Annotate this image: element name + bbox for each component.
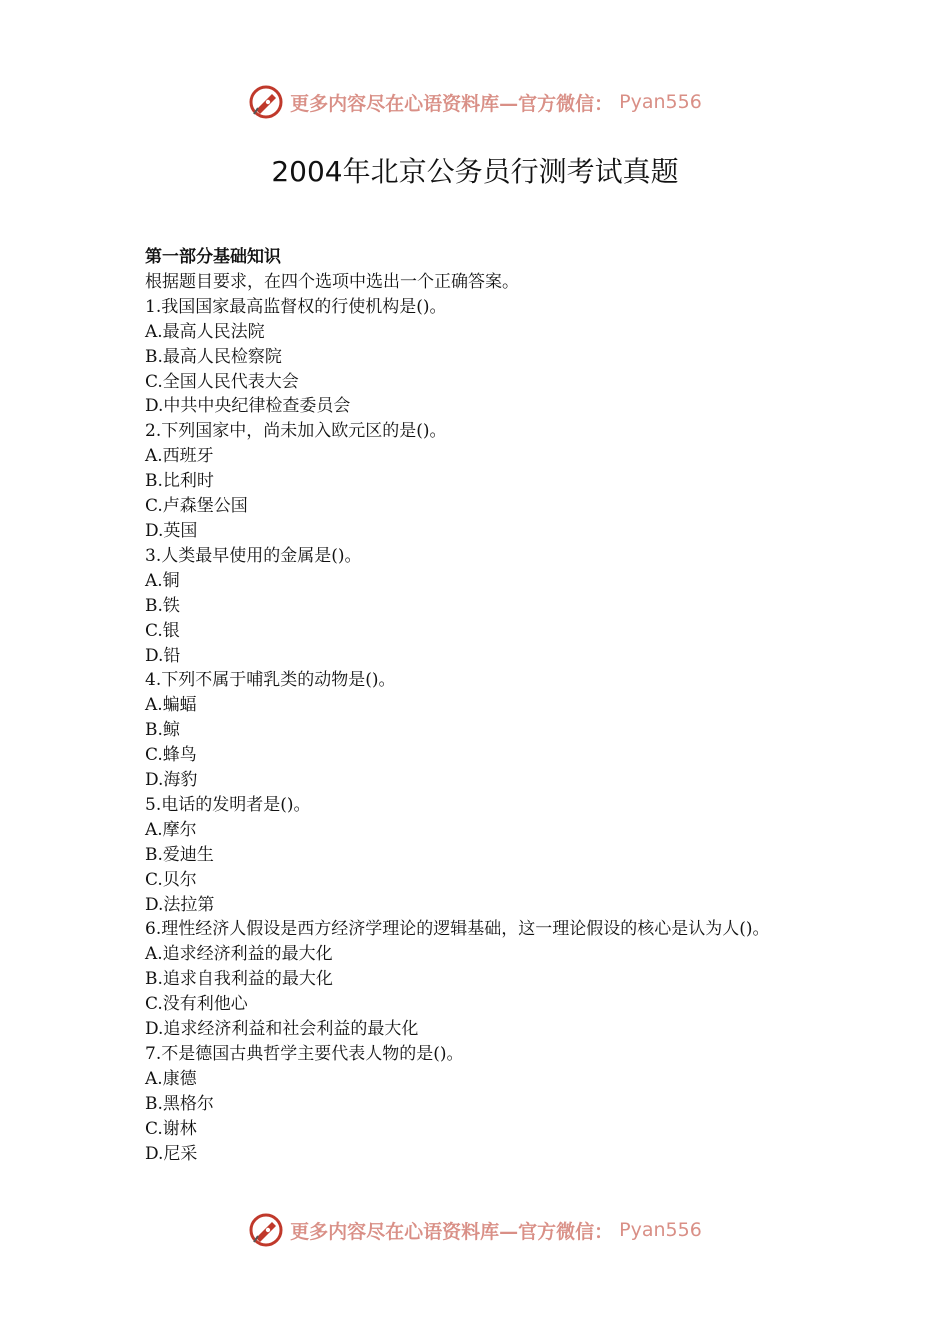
answer-option: C.贝尔 bbox=[145, 869, 197, 890]
answer-option: B.追求自我利益的最大化 bbox=[145, 969, 333, 990]
answer-option: B.比利时 bbox=[145, 471, 214, 492]
answer-option: D.英国 bbox=[145, 520, 198, 541]
answer-option: A.蝙蝠 bbox=[145, 695, 197, 716]
pen-nib-logo-icon bbox=[248, 84, 284, 120]
answer-option: D.法拉第 bbox=[145, 894, 215, 915]
banner-wechat-id: Pyan556 bbox=[619, 91, 702, 113]
answer-option: B.鲸 bbox=[145, 720, 180, 741]
banner-text: 更多内容尽在心语资料库—官方微信： bbox=[290, 92, 614, 115]
answer-option: A.西班牙 bbox=[145, 446, 214, 467]
answer-option: B.最高人民检察院 bbox=[145, 346, 282, 367]
answer-option: A.最高人民法院 bbox=[145, 321, 265, 342]
section-heading: 第一部分基础知识 bbox=[145, 247, 281, 267]
answer-option: B.黑格尔 bbox=[145, 1093, 214, 1114]
question-text: 4.下列不属于哺乳类的动物是()。 bbox=[145, 670, 396, 691]
answer-option: C.蜂鸟 bbox=[145, 745, 197, 766]
question-text: 7.不是德国古典哲学主要代表人物的是()。 bbox=[145, 1044, 464, 1064]
question-text: 2.下列国家中，尚未加入欧元区的是()。 bbox=[145, 421, 447, 442]
answer-option: B.爱迪生 bbox=[145, 844, 214, 865]
answer-option: A.摩尔 bbox=[145, 819, 197, 840]
answer-option: D.中共中央纪律检查委员会 bbox=[145, 396, 351, 417]
answer-option: C.全国人民代表大会 bbox=[145, 371, 299, 392]
document-body bbox=[145, 245, 825, 1167]
footer-banner bbox=[0, 1210, 950, 1250]
answer-option: D.铅 bbox=[145, 645, 181, 666]
answer-option: C.银 bbox=[145, 620, 180, 641]
question-text: 6.理性经济人假设是西方经济学理论的逻辑基础，这一理论假设的核心是认为人()。 bbox=[145, 919, 770, 940]
answer-option: A.追求经济利益的最大化 bbox=[145, 944, 333, 965]
answer-option: D.海豹 bbox=[145, 770, 198, 791]
page-title: 2004年北京公务员行测考试真题 bbox=[271, 155, 679, 188]
question-list bbox=[145, 295, 825, 1167]
pen-nib-logo-icon bbox=[248, 1212, 284, 1248]
answer-option: C.卢森堡公国 bbox=[145, 496, 248, 517]
section-instruction: 根据题目要求，在四个选项中选出一个正确答案。 bbox=[145, 271, 519, 292]
answer-option: C.没有利他心 bbox=[145, 994, 248, 1015]
answer-option: A.铜 bbox=[145, 570, 180, 591]
answer-option: A.康德 bbox=[145, 1068, 197, 1089]
answer-option: D.尼采 bbox=[145, 1143, 198, 1164]
header-banner bbox=[0, 82, 950, 122]
question-text: 5.电话的发明者是()。 bbox=[145, 794, 311, 815]
banner-text: 更多内容尽在心语资料库—官方微信： bbox=[290, 1220, 614, 1243]
answer-option: C.谢林 bbox=[145, 1118, 197, 1139]
answer-option: D.追求经济利益和社会利益的最大化 bbox=[145, 1019, 419, 1040]
question-text: 3.人类最早使用的金属是()。 bbox=[145, 545, 362, 566]
banner-wechat-id: Pyan556 bbox=[619, 1219, 702, 1241]
answer-option: B.铁 bbox=[145, 595, 180, 616]
question-text: 1.我国国家最高监督权的行使机构是()。 bbox=[145, 296, 447, 317]
